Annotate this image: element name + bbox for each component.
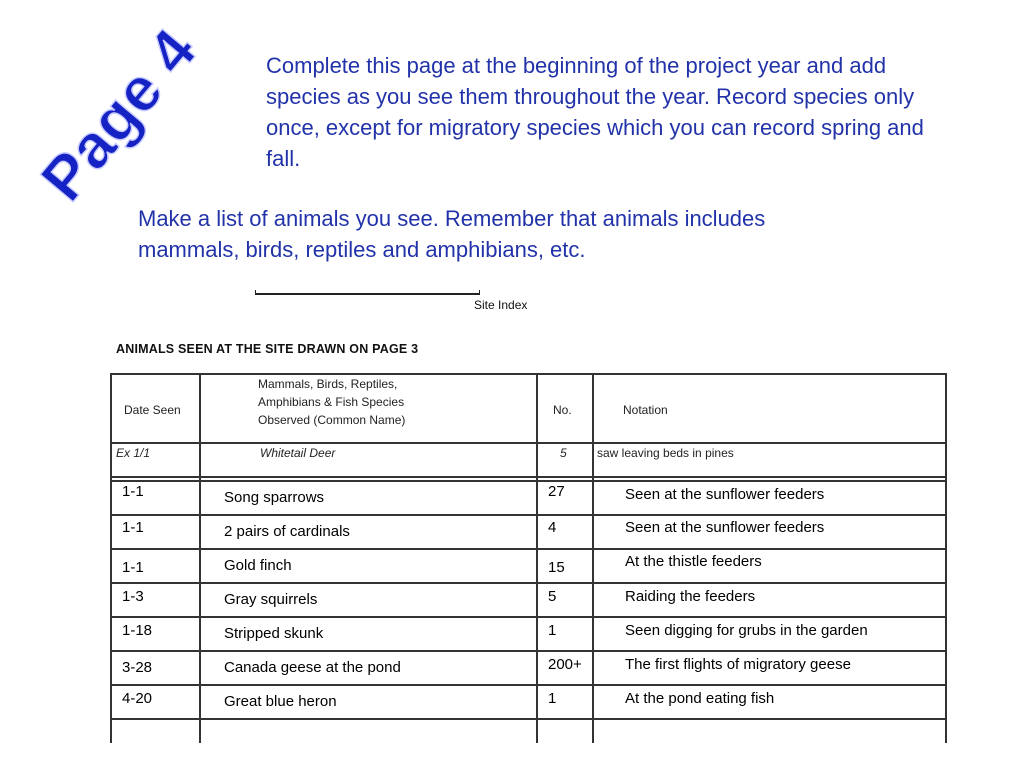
table-rule bbox=[110, 684, 947, 686]
number-cell: 1 bbox=[548, 622, 557, 639]
species-cell: Great blue heron bbox=[224, 693, 337, 710]
number-cell: 200+ bbox=[548, 656, 582, 673]
date-cell: 1-1 bbox=[122, 519, 144, 536]
table-rule bbox=[110, 582, 947, 584]
site-index-label: Site Index bbox=[474, 298, 528, 312]
date-cell: 1-18 bbox=[122, 622, 153, 639]
number-cell: 1 bbox=[548, 690, 557, 707]
table-border-left bbox=[110, 373, 112, 743]
table-rule bbox=[110, 548, 947, 550]
species-cell: Gray squirrels bbox=[224, 591, 318, 608]
date-cell: 1-1 bbox=[122, 559, 144, 576]
table-border-right bbox=[945, 373, 947, 743]
instruction-paragraph: Make a list of animals you see. Remember that animals includes mammals, birds, reptiles and amphibians, etc. bbox=[138, 206, 766, 262]
header-number: No. bbox=[553, 403, 572, 417]
table-divider-no bbox=[592, 373, 594, 743]
table-title: ANIMALS SEEN AT THE SITE DRAWN ON PAGE 3 bbox=[116, 342, 419, 356]
table-rule bbox=[110, 476, 947, 478]
example-date: Ex 1/1 bbox=[116, 446, 151, 460]
species-cell: Song sparrows bbox=[224, 489, 325, 506]
date-cell: 3-28 bbox=[122, 659, 153, 676]
table-rule bbox=[110, 514, 947, 516]
table-rule bbox=[110, 650, 947, 652]
header-notation: Notation bbox=[623, 403, 668, 417]
notation-cell: Raiding the feeders bbox=[625, 588, 756, 605]
table-rule bbox=[110, 373, 947, 375]
table-rule bbox=[110, 718, 947, 720]
example-notation: saw leaving beds in pines bbox=[597, 446, 734, 460]
page-number-badge bbox=[22, 16, 232, 214]
example-species: Whitetail Deer bbox=[260, 446, 336, 460]
notation-cell: Seen digging for grubs in the garden bbox=[625, 622, 868, 639]
table-divider-species bbox=[536, 373, 538, 743]
notation-cell: Seen at the sunflower feeders bbox=[625, 519, 825, 536]
date-cell: 1-3 bbox=[122, 588, 144, 605]
animals-table bbox=[110, 373, 948, 743]
intro-paragraph: Complete this page at the beginning of the project year and add species as you see them throughout the year. Record species only once, except for migratory species which you can record spring and fall. bbox=[266, 53, 924, 171]
notation-cell: At the pond eating fish bbox=[625, 690, 775, 707]
number-cell: 5 bbox=[548, 588, 557, 605]
number-cell: 27 bbox=[548, 483, 565, 500]
notation-cell: At the thistle feeders bbox=[625, 553, 762, 570]
species-cell: 2 pairs of cardinals bbox=[224, 523, 350, 540]
header-date-seen: Date Seen bbox=[124, 403, 181, 417]
number-cell: 15 bbox=[548, 559, 565, 576]
site-index-line bbox=[255, 293, 480, 295]
page-badge-text: Page 4 bbox=[28, 16, 210, 214]
header-species: Mammals, Birds, Reptiles, Amphibians & Fish Species Observed (Common Name) bbox=[258, 377, 406, 427]
table-rule bbox=[110, 442, 947, 444]
date-cell: 4-20 bbox=[122, 690, 153, 707]
species-cell: Gold finch bbox=[224, 557, 292, 574]
table-divider-date bbox=[199, 373, 201, 743]
species-cell: Stripped skunk bbox=[224, 625, 324, 642]
table-rule bbox=[110, 480, 947, 482]
number-cell: 4 bbox=[548, 519, 557, 536]
date-cell: 1-1 bbox=[122, 483, 144, 500]
notation-cell: Seen at the sunflower feeders bbox=[625, 486, 825, 503]
table-rule bbox=[110, 616, 947, 618]
notation-cell: The first flights of migratory geese bbox=[625, 656, 851, 673]
example-number: 5 bbox=[560, 446, 567, 460]
species-cell: Canada geese at the pond bbox=[224, 659, 401, 676]
